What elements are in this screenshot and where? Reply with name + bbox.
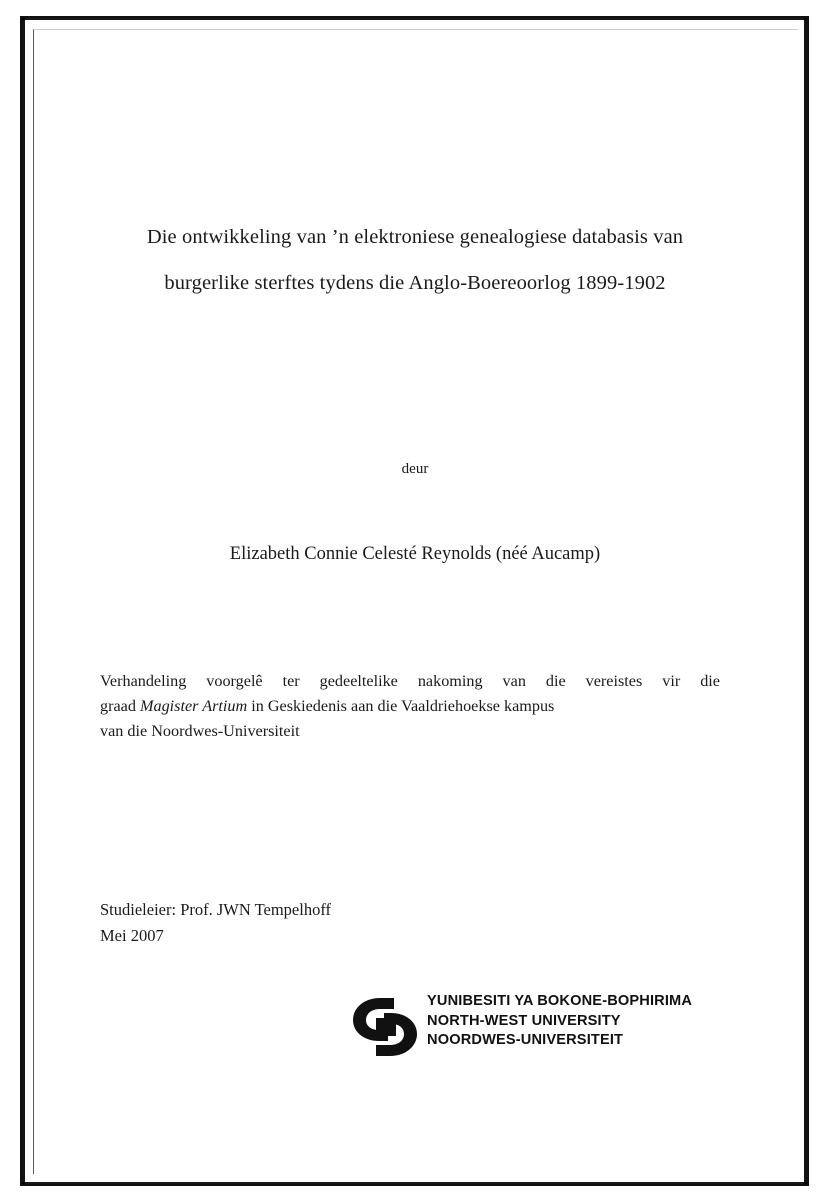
page-content (100, 29, 730, 1169)
title-line-1: Die ontwikkeling van ’n elektroniese genealogiese databasis van (146, 226, 684, 248)
logo-text-line-1: YUNIBESITI YA BOKONE-BOPHIRIMA (427, 993, 693, 1009)
supervisor-block (100, 897, 730, 949)
degree-statement-lead: graad (100, 697, 140, 715)
degree-statement-line-1: Verhandeling voorgelê ter gedeeltelike nakoming van die vereistes vir die (100, 672, 720, 690)
page-title (100, 214, 730, 306)
degree-statement-line-3: van die Noordwes-Universiteit (100, 722, 300, 740)
degree-statement-tail: in Geskiedenis aan die Vaaldriehoekse kampus (247, 697, 555, 715)
degree-statement (100, 669, 720, 744)
submission-date: Mei 2007 (100, 926, 164, 945)
university-logo-text (427, 992, 692, 1051)
degree-statement-line-2 (100, 694, 720, 719)
logo-text-line-2: NORTH-WEST UNIVERSITY (427, 1012, 621, 1029)
logo-text-line-3: NOORDWES-UNIVERSITEIT (427, 1032, 624, 1048)
north-west-university-logo-mark (350, 996, 420, 1058)
degree-name: Magister Artium (140, 697, 248, 715)
title-line-2: burgerlike sterftes tydens die Anglo-Boereoorlog 1899-1902 (164, 272, 666, 294)
university-logo (255, 991, 693, 1066)
supervisor-name: Studieleier: Prof. JWN Tempelhoff (100, 900, 332, 919)
author-name: Elizabeth Connie Celesté Reynolds (néé Aucamp) (229, 544, 601, 564)
by-label: deur (401, 461, 429, 477)
